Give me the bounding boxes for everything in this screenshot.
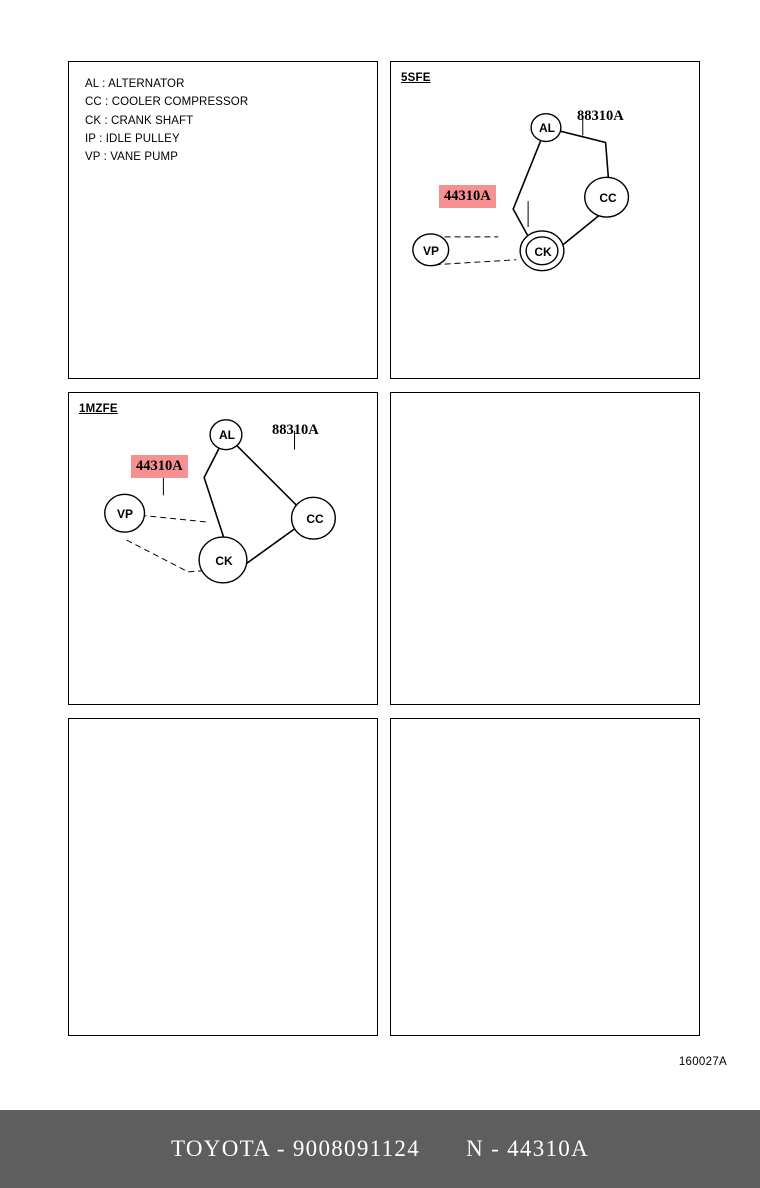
legend-list	[85, 75, 248, 166]
legend-item-ip: IP : IDLE PULLEY	[85, 132, 180, 145]
belt-routing-drawing-5sfe	[391, 62, 699, 378]
legend-item-vp: VP : VANE PUMP	[85, 151, 179, 164]
legend-item-cc: CC : COOLER COMPRESSOR	[85, 96, 249, 109]
dashed-belt-bottom-5sfe	[435, 260, 516, 265]
callout-44310a-5sfe: 44310A	[439, 185, 496, 208]
part-number-value: 9008091124	[292, 1136, 421, 1161]
panel-empty-left-bottom	[68, 718, 378, 1036]
callout-44310a-1mzfe: 44310A	[131, 455, 188, 478]
label-vp-5sfe: VP	[422, 244, 440, 258]
bottom-bar-content	[171, 1136, 589, 1162]
panel-5sfe	[390, 61, 700, 379]
label-cc-1mzfe: CC	[306, 512, 324, 526]
label-ck-1mzfe: CK	[215, 554, 233, 568]
label-al-5sfe: AL	[539, 121, 555, 135]
label-ck-5sfe: CK	[534, 245, 552, 259]
panel-1mzfe	[68, 392, 378, 705]
bottom-bar	[0, 1110, 760, 1188]
callout-88310a-5sfe: 88310A	[577, 108, 624, 124]
label-vp-1mzfe: VP	[116, 507, 134, 521]
label-cc-5sfe: CC	[599, 191, 617, 205]
legend-panel	[68, 61, 378, 379]
reference-value: N - 44310A	[466, 1136, 590, 1161]
dashed-belt-bottom-1mzfe	[127, 540, 189, 572]
panel-empty-right-middle	[390, 392, 700, 705]
panel-5sfe-title: 5SFE	[401, 72, 431, 84]
label-al-1mzfe: AL	[219, 428, 235, 442]
brand-label: TOYOTA	[170, 1136, 270, 1161]
legend-item-al: AL : ALTERNATOR	[85, 78, 185, 90]
panel-empty-right-bottom	[390, 718, 700, 1036]
brand-separator: -	[276, 1136, 286, 1161]
callout-88310a-1mzfe: 88310A	[272, 422, 319, 438]
legend-item-ck: CK : CRANK SHAFT	[85, 114, 194, 127]
diagram-code: 160027A	[678, 1056, 727, 1068]
panel-1mzfe-title: 1MZFE	[79, 403, 118, 415]
